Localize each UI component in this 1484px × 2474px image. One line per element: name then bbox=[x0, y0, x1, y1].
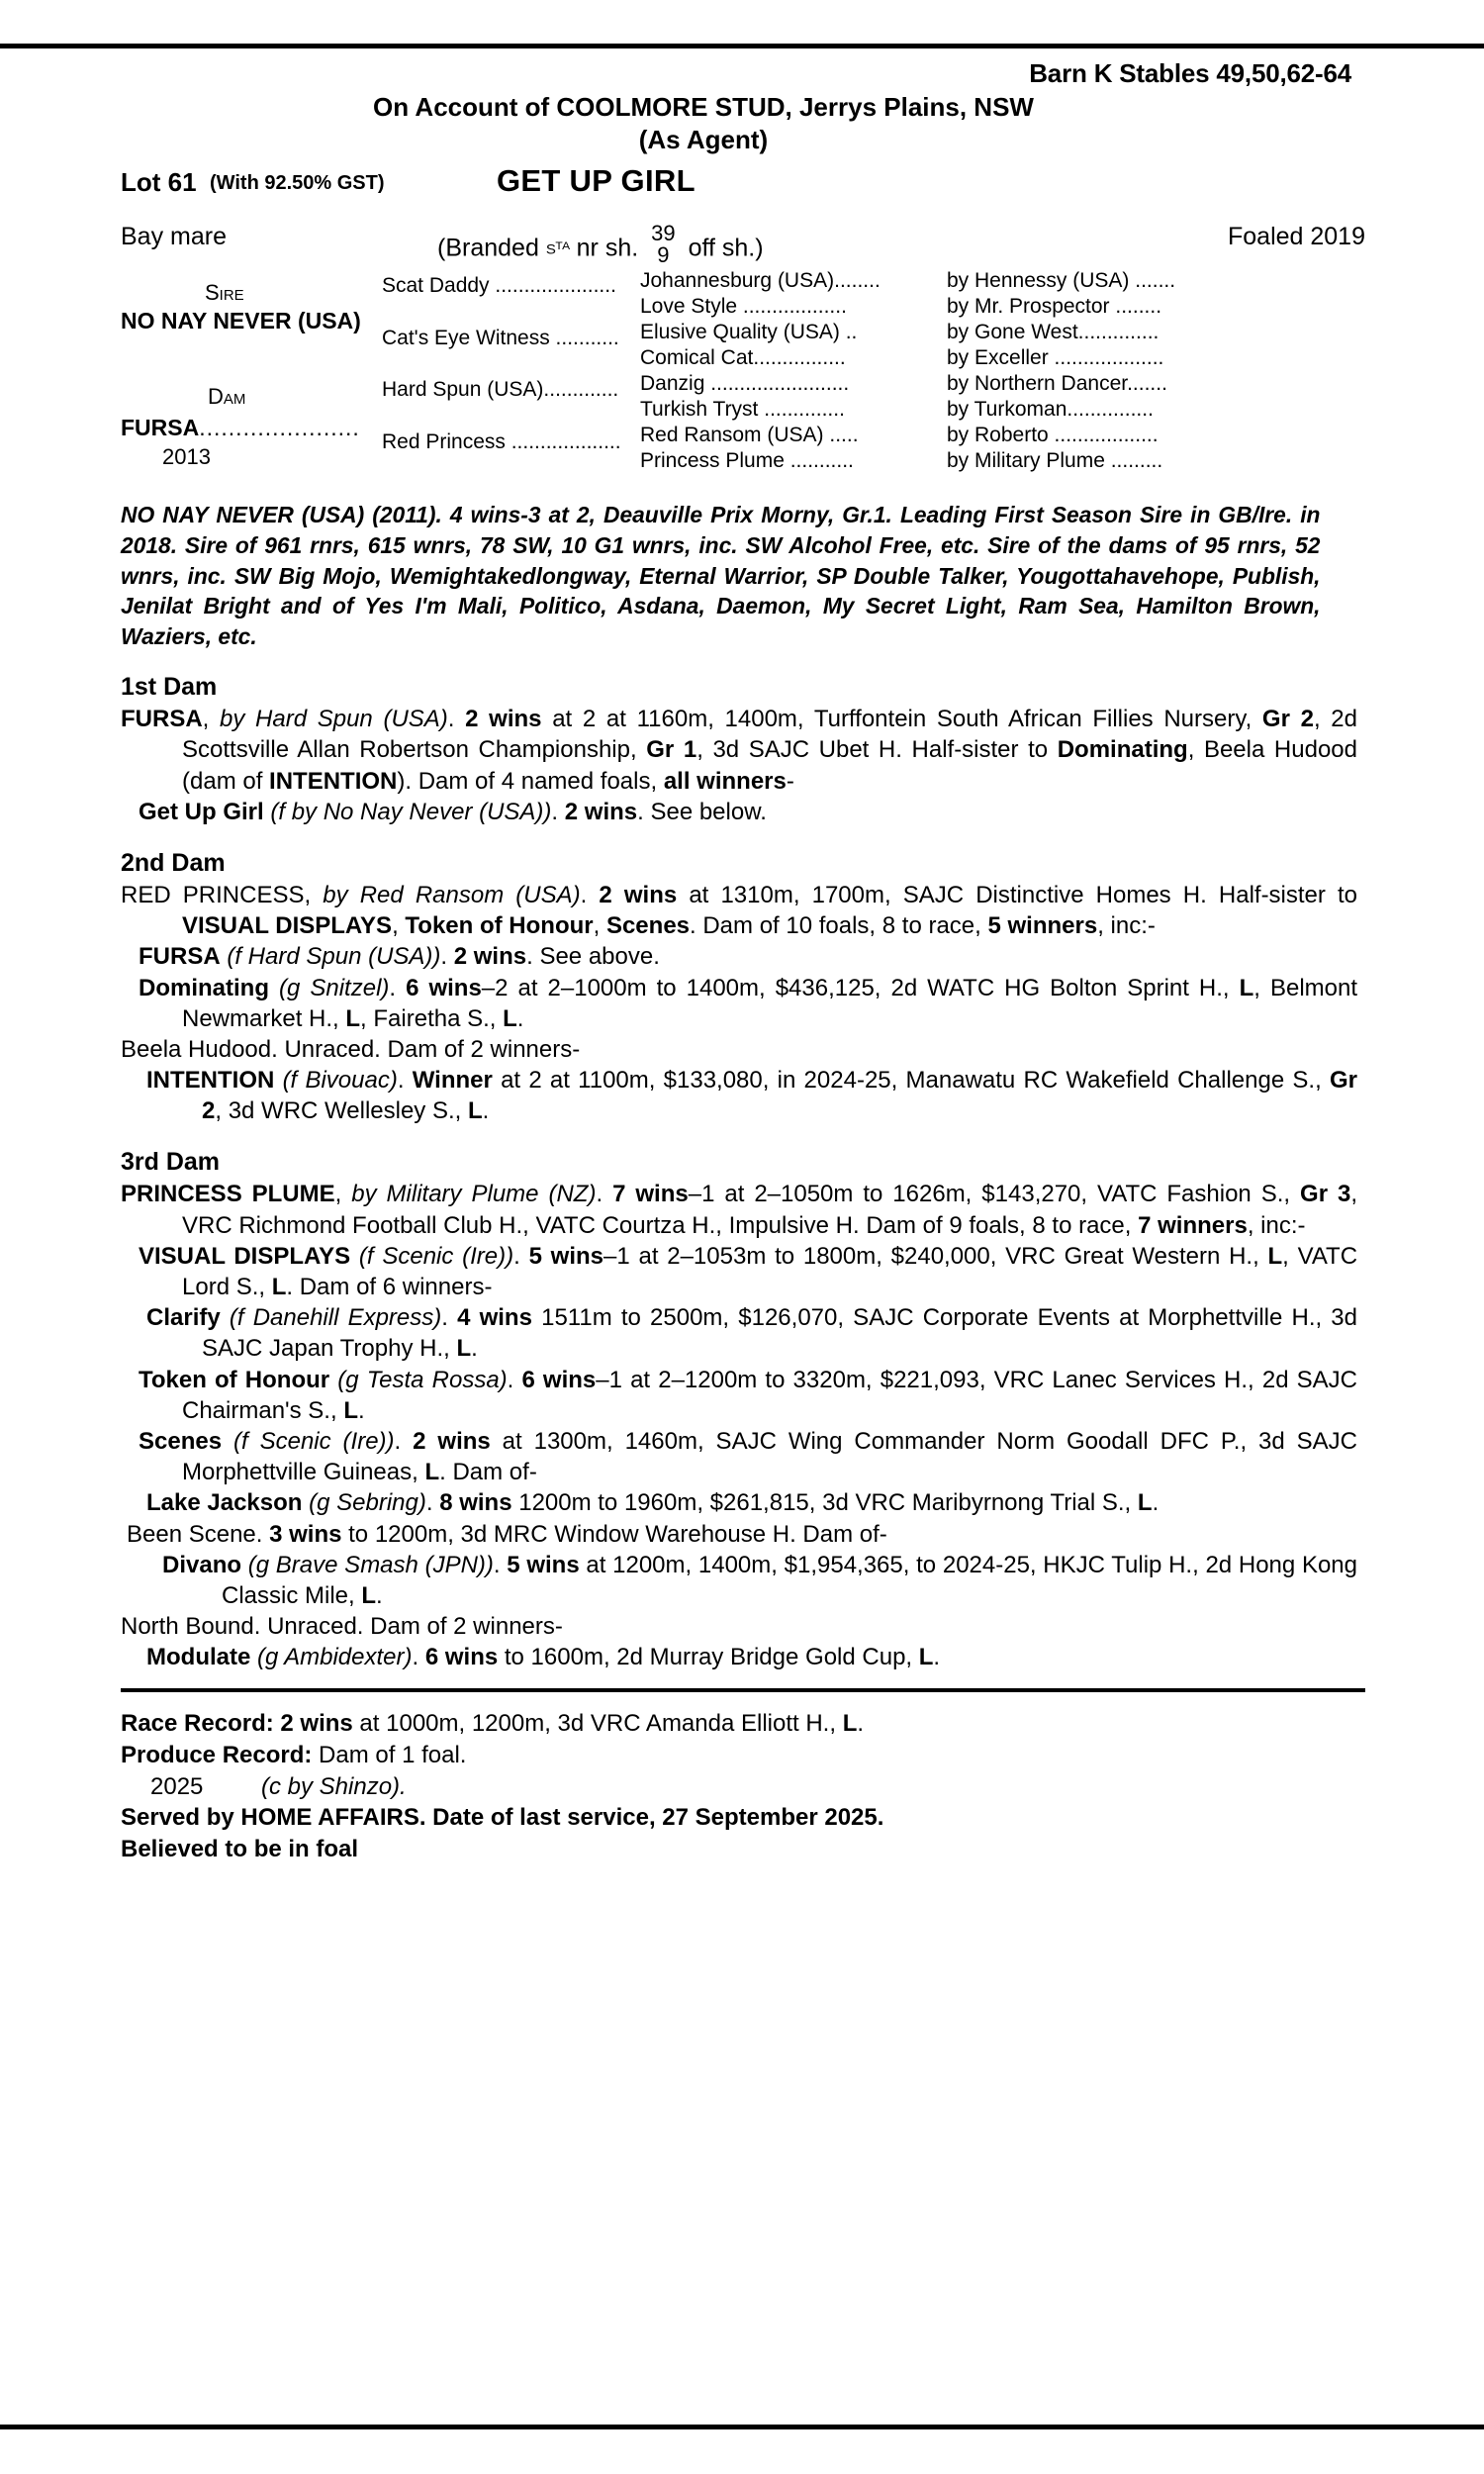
entry-text bbox=[221, 1304, 230, 1331]
pedigree-g2-cell: Scat Daddy ..................... bbox=[382, 274, 616, 298]
race-record-wins: 2 wins bbox=[280, 1710, 353, 1738]
pedigree-entry bbox=[121, 1065, 1357, 1126]
entry-bold: Modulate bbox=[146, 1644, 251, 1671]
entry-bold: FURSA bbox=[139, 943, 221, 971]
race-record-label: Race Record: bbox=[121, 1710, 274, 1738]
produce-record-value: Dam of 1 foal. bbox=[312, 1742, 467, 1769]
produce-foal-year: 2025 bbox=[150, 1772, 204, 1800]
entry-text: RED PRINCESS, bbox=[121, 881, 324, 908]
colour-sex: Bay mare bbox=[121, 223, 227, 251]
entry-text: . bbox=[516, 1004, 524, 1032]
entry-text: . bbox=[412, 1644, 425, 1671]
lot-line bbox=[121, 163, 1365, 205]
entry-text: , inc:- bbox=[1097, 912, 1156, 940]
entry-bold: L bbox=[467, 1097, 483, 1125]
entry-italic: (f by No Nay Never (USA)) bbox=[270, 798, 552, 825]
branded-prefix: (Branded bbox=[437, 235, 539, 263]
pedigree-g4-cell: by Turkoman............... bbox=[947, 398, 1154, 422]
pedigree-g3-cell: Danzig ........................ bbox=[640, 372, 850, 396]
agent-line: (As Agent) bbox=[638, 125, 769, 155]
entry-bold: 5 winners bbox=[987, 912, 1098, 940]
entry-bold: 8 wins bbox=[439, 1489, 512, 1517]
entry-text: . bbox=[441, 1304, 458, 1332]
entry-text bbox=[269, 975, 279, 1001]
pedigree-g3-cell: Comical Cat................ bbox=[640, 346, 846, 370]
entry-bold: 2 wins bbox=[564, 798, 638, 825]
pedigree-entry bbox=[121, 797, 1357, 827]
entry-bold: 6 wins bbox=[406, 974, 482, 1001]
entry-text: . bbox=[376, 1581, 383, 1609]
entry-bold: INTENTION bbox=[269, 767, 398, 795]
pedigree-entry bbox=[121, 704, 1357, 797]
entry-italic: by Red Ransom (USA) bbox=[323, 881, 581, 908]
brand-numbers bbox=[651, 221, 676, 268]
page-bottom-rule bbox=[0, 2425, 1484, 2429]
pedigree-entry bbox=[121, 1179, 1357, 1240]
produce-record-label: Produce Record: bbox=[121, 1742, 313, 1769]
entry-text: . bbox=[513, 1242, 529, 1270]
entry-text: North Bound. Unraced. Dam of 2 winners- bbox=[121, 1613, 563, 1641]
dam-name-dots: ...................... bbox=[199, 415, 360, 441]
entry-text: . bbox=[447, 706, 466, 733]
page-content bbox=[121, 59, 1365, 1865]
pedigree-g3-cell: Elusive Quality (USA) .. bbox=[640, 321, 858, 344]
dam-section-body bbox=[121, 1179, 1357, 1672]
entry-text: , bbox=[593, 912, 606, 940]
dam-section-body bbox=[121, 704, 1357, 827]
entry-bold: L bbox=[361, 1581, 377, 1609]
pedigree-entry bbox=[121, 1487, 1357, 1518]
entry-bold: L bbox=[424, 1459, 440, 1486]
entry-text: . bbox=[397, 1067, 413, 1094]
entry-text: , bbox=[392, 912, 406, 940]
brand-symbol-icon: $S^{TA}$ bbox=[545, 238, 570, 258]
entry-text: . bbox=[551, 798, 565, 825]
entry-text: to 1600m, 2d Murray Bridge Gold Cup, bbox=[498, 1644, 919, 1671]
lot-number: Lot 61 bbox=[121, 167, 197, 198]
brand-number-bottom: 9 bbox=[657, 242, 670, 268]
pedigree-entry bbox=[121, 1241, 1357, 1302]
footer-block bbox=[121, 1708, 1365, 1864]
entry-text: at 1310m, 1700m, SAJC Distinctive Homes H. Half-sister to bbox=[677, 881, 1358, 908]
brand-description bbox=[437, 221, 764, 268]
entry-bold: VISUAL DISPLAYS bbox=[182, 912, 393, 940]
entry-bold: Gr 2 bbox=[202, 1067, 1357, 1125]
entry-text: Been Scene. bbox=[127, 1520, 270, 1548]
entry-italic: (f Bivouac) bbox=[282, 1067, 398, 1094]
sire-name: NO NAY NEVER (USA) bbox=[121, 308, 361, 334]
dam-name: FURSA...................... bbox=[121, 415, 360, 441]
entry-text: , Fairetha S., bbox=[360, 1004, 504, 1032]
entry-bold: L bbox=[456, 1335, 472, 1363]
sire-summary-paragraph: NO NAY NEVER (USA) (2011). 4 wins-3 at 2, Deauville Prix Morny, Gr.1. Leading First Season Sire in GB/Ire. in 2018. Sire of 961 rnrs, 615 wnrs, 78 SW, 10 G1 wnrs, inc. SW Alcohol Free, etc. Sire of the dams of 95 rnrs, 52 wnrs, inc. SW Big Mojo, Wemightakedlongway, Eternal Warrior, SP Double Talker, Yougottahavehope, Publish, Jenilat Bright and of Yes I'm Mali, Politico, Asdana, Daemon, My Secret Light, Ram Sea, Hamilton Brown, Waziers, etc. bbox=[121, 502, 1321, 649]
pedigree-g3-cell: Turkish Tryst .............. bbox=[640, 398, 845, 422]
entry-text: . See above. bbox=[526, 943, 660, 971]
entry-bold: Token of Honour bbox=[405, 912, 594, 940]
entry-bold: Winner bbox=[412, 1067, 493, 1094]
entry-text: . bbox=[357, 1396, 365, 1424]
entry-text: , inc:- bbox=[1247, 1211, 1306, 1239]
sire-label: Sire bbox=[205, 280, 244, 306]
entry-bold: Lake Jackson bbox=[146, 1489, 303, 1517]
entry-italic: by Hard Spun (USA) bbox=[220, 706, 448, 733]
entry-bold: L bbox=[1239, 974, 1254, 1001]
entry-text: . bbox=[1152, 1489, 1159, 1517]
pedigree-g4-cell: by Exceller ................... bbox=[947, 346, 1164, 370]
entry-italic: (f Scenic (Ire)) bbox=[233, 1427, 395, 1455]
entry-italic: (f Hard Spun (USA)) bbox=[227, 943, 441, 971]
entry-text: . Dam of 6 winners- bbox=[286, 1274, 493, 1301]
entry-text: . bbox=[482, 1097, 490, 1125]
dam-section-heading: 3rd Dam bbox=[121, 1148, 221, 1177]
dam-label: Dam bbox=[208, 384, 246, 410]
pedigree-g3-cell: Red Ransom (USA) ..... bbox=[640, 424, 859, 447]
entry-text: ). Dam of 4 named foals, bbox=[397, 767, 664, 795]
entry-text: 1200m to 1960m, $261,815, 3d VRC Maribyrnong Trial S., bbox=[511, 1489, 1138, 1517]
entry-text: 1511m to 2500m, $126,070, SAJC Corporate Events at Morphettville H., 3d SAJC Japan Trophy H., bbox=[202, 1304, 1358, 1363]
entry-text: to 1200m, 3d MRC Window Warehouse H. Dam of- bbox=[341, 1520, 887, 1548]
entry-bold: L bbox=[1137, 1489, 1153, 1517]
entry-bold: 7 wins bbox=[612, 1181, 689, 1208]
entry-bold: 2 wins bbox=[413, 1427, 491, 1455]
entry-bold: 2 wins bbox=[453, 943, 527, 971]
entry-bold: 4 wins bbox=[457, 1304, 532, 1332]
race-record-listed-flag: L bbox=[842, 1710, 858, 1738]
pedigree-entry bbox=[121, 1550, 1357, 1611]
pedigree-g4-cell: by Hennessy (USA) ....... bbox=[947, 269, 1176, 293]
entry-bold: 6 wins bbox=[521, 1366, 597, 1393]
entry-bold: Scenes bbox=[139, 1427, 223, 1455]
entry-bold: PRINCESS PLUME bbox=[121, 1181, 335, 1208]
pedigree-g3-cell: Johannesburg (USA)........ bbox=[640, 269, 881, 293]
entry-text: Beela Hudood. Unraced. Dam of 2 winners- bbox=[121, 1035, 581, 1063]
entry-bold: Gr 1 bbox=[646, 736, 697, 764]
dam-section-body bbox=[121, 880, 1357, 1127]
entry-italic: (g Brave Smash (JPN)) bbox=[247, 1551, 494, 1578]
entry-text: , Beela Hudood (dam of bbox=[182, 736, 1357, 795]
entry-text: , Belmont Newmarket H., bbox=[182, 974, 1358, 1032]
entry-bold: L bbox=[918, 1644, 934, 1671]
entry-bold: Token of Honour bbox=[139, 1366, 330, 1393]
pedigree-g3-cell: Love Style .................. bbox=[640, 295, 847, 319]
entry-bold: 2 wins bbox=[599, 881, 678, 908]
branded-suffix: off sh.) bbox=[688, 235, 764, 263]
entry-text: at 1200m, 1400m, $1,954,365, to 2024-25, HKJC Tulip H., 2d Hong Kong Classic Mile, bbox=[222, 1551, 1357, 1609]
entry-text: . bbox=[471, 1335, 478, 1363]
entry-text: –1 at 2–1050m to 1626m, $143,270, VATC Fashion S., bbox=[688, 1181, 1301, 1208]
in-foal-line: Believed to be in foal bbox=[121, 1836, 359, 1863]
entry-bold: 2 wins bbox=[465, 706, 542, 733]
entry-text: . bbox=[596, 1181, 613, 1208]
entry-text bbox=[350, 1243, 359, 1270]
foaled-year: Foaled 2019 bbox=[1227, 223, 1365, 251]
entry-bold: 5 wins bbox=[507, 1551, 580, 1578]
race-record-line bbox=[121, 1708, 1365, 1740]
pedigree-entry bbox=[121, 1302, 1357, 1364]
pedigree-entry bbox=[121, 973, 1357, 1034]
entry-text: . bbox=[493, 1551, 508, 1578]
dam-year: 2013 bbox=[162, 444, 211, 470]
dam-section-heading: 1st Dam bbox=[121, 673, 218, 702]
entry-text: . See below. bbox=[637, 798, 767, 825]
entry-italic: (g Snitzel) bbox=[279, 974, 390, 1001]
entry-italic: (f Danehill Express) bbox=[229, 1304, 442, 1332]
entry-text: . bbox=[394, 1427, 414, 1455]
entry-text bbox=[241, 1552, 248, 1578]
entry-bold: 7 winners bbox=[1138, 1211, 1248, 1239]
pedigree-g2-cell: Hard Spun (USA)............. bbox=[382, 378, 619, 402]
entry-text: , 3d SAJC Ubet H. Half-sister to bbox=[696, 736, 1058, 764]
pedigree-entry bbox=[121, 1642, 1357, 1672]
entry-bold: 5 wins bbox=[528, 1242, 604, 1270]
dam-section-heading: 2nd Dam bbox=[121, 848, 226, 877]
entry-text: at 2 at 1160m, 1400m, Turffontein South African Fillies Nursery, bbox=[541, 706, 1262, 733]
pedigree-table bbox=[121, 268, 1365, 496]
produce-record-line bbox=[121, 1740, 1365, 1771]
pedigree-g4-cell: by Mr. Prospector ........ bbox=[947, 295, 1162, 319]
entry-text: , bbox=[334, 1181, 352, 1208]
pedigree-g2-cell: Red Princess ................... bbox=[382, 430, 621, 454]
entry-bold: Dominating bbox=[1057, 736, 1188, 764]
entry-text: . Dam of- bbox=[439, 1459, 537, 1486]
entry-bold: Clarify bbox=[146, 1304, 221, 1332]
entry-text: at 1300m, 1460m, SAJC Wing Commander Norm Goodall DFC P., 3d SAJC Morphettville Guineas, bbox=[182, 1427, 1358, 1486]
entry-text: . bbox=[507, 1366, 522, 1393]
pedigree-generation-4 bbox=[947, 268, 1244, 474]
pedigree-generation-3 bbox=[640, 268, 947, 474]
pedigree-entry bbox=[121, 1365, 1357, 1426]
entry-bold: VISUAL DISPLAYS bbox=[139, 1242, 351, 1270]
entry-text: , 3d WRC Wellesley S., bbox=[215, 1097, 468, 1125]
entry-text: . bbox=[389, 974, 407, 1001]
pedigree-entry bbox=[121, 1034, 1357, 1065]
branded-side: nr sh. bbox=[576, 235, 639, 263]
entry-bold: Divano bbox=[162, 1551, 242, 1578]
footer-rule bbox=[121, 1688, 1365, 1692]
pedigree-entry bbox=[121, 1426, 1357, 1487]
entry-bold: L bbox=[271, 1274, 287, 1301]
page-top-rule bbox=[0, 44, 1484, 48]
entry-italic: (g Ambidexter) bbox=[257, 1644, 413, 1671]
pedigree-entry bbox=[121, 1519, 1357, 1550]
produce-foal-sire: (c by Shinzo). bbox=[261, 1772, 407, 1800]
entry-text bbox=[274, 1067, 282, 1094]
race-record-detail: at 1000m, 1200m, 3d VRC Amanda Elliott H., bbox=[352, 1710, 843, 1738]
entry-text: , bbox=[202, 706, 221, 733]
entry-bold: 3 wins bbox=[269, 1520, 342, 1548]
entry-bold: Scenes bbox=[605, 912, 691, 940]
entry-text: - bbox=[786, 767, 794, 795]
pedigree-g2-cell: Cat's Eye Witness ........... bbox=[382, 327, 619, 350]
entry-text bbox=[222, 1428, 233, 1455]
entry-bold: L bbox=[1267, 1242, 1283, 1270]
entry-bold: L bbox=[345, 1004, 361, 1032]
entry-text: . bbox=[933, 1644, 941, 1671]
entry-bold: INTENTION bbox=[146, 1067, 275, 1094]
entry-text: . bbox=[440, 943, 454, 971]
barn-stables-line: Barn K Stables 49,50,62-64 bbox=[1029, 58, 1351, 88]
entry-italic: (f Scenic (Ire)) bbox=[358, 1242, 514, 1270]
entry-text: –2 at 2–1000m to 1400m, $436,125, 2d WATC HG Bolton Sprint H., bbox=[481, 974, 1240, 1001]
entry-text bbox=[250, 1644, 257, 1670]
entry-text: . bbox=[425, 1489, 440, 1517]
race-record-end: . bbox=[857, 1710, 865, 1738]
entry-bold: Gr 3 bbox=[1300, 1181, 1351, 1208]
pedigree-g4-cell: by Roberto .................. bbox=[947, 424, 1159, 447]
horse-name: GET UP GIRL bbox=[497, 163, 696, 199]
pedigree-g4-cell: by Gone West.............. bbox=[947, 321, 1159, 344]
entry-bold: 6 wins bbox=[424, 1644, 499, 1671]
pedigree-entry bbox=[121, 1611, 1357, 1642]
description-line bbox=[121, 211, 1365, 268]
entry-bold: Dominating bbox=[139, 974, 269, 1001]
entry-bold: L bbox=[503, 1004, 517, 1032]
entry-text: , VRC Richmond Football Club H., VATC Courtza H., Impulsive H. Dam of 9 foals, 8 to race, bbox=[182, 1181, 1358, 1239]
pedigree-g4-cell: by Northern Dancer....... bbox=[947, 372, 1167, 396]
entry-bold: FURSA bbox=[121, 706, 203, 733]
entry-italic: by Military Plume (NZ) bbox=[351, 1181, 597, 1208]
entry-italic: (g Testa Rossa) bbox=[337, 1366, 508, 1393]
entry-text: , 2d Scottsville Allan Robertson Championship, bbox=[182, 706, 1357, 764]
entry-bold: Gr 2 bbox=[1261, 706, 1314, 733]
consignor-line: On Account of COOLMORE STUD, Jerrys Plains, NSW bbox=[373, 92, 1034, 123]
entry-text: . bbox=[580, 881, 600, 908]
entry-text: –1 at 2–1200m to 3320m, $221,093, VRC Lanec Services H., 2d SAJC Chairman's S., bbox=[182, 1366, 1358, 1424]
pedigree-entry bbox=[121, 941, 1357, 972]
entry-bold: L bbox=[343, 1396, 358, 1424]
entry-text: –1 at 2–1053m to 1800m, $240,000, VRC Great Western H., bbox=[603, 1242, 1268, 1270]
entry-bold: all winners bbox=[663, 767, 787, 795]
entry-text: . Dam of 10 foals, 8 to race, bbox=[690, 912, 988, 940]
entry-italic: (g Sebring) bbox=[309, 1489, 426, 1517]
entry-bold: Get Up Girl bbox=[139, 798, 264, 825]
entry-text: at 2 at 1100m, $133,080, in 2024-25, Manawatu RC Wakefield Challenge S., bbox=[492, 1067, 1330, 1094]
served-by-line: Served by HOME AFFAIRS. Date of last service, 27 September 2025. bbox=[121, 1804, 884, 1832]
dam-sections bbox=[121, 673, 1365, 1672]
pedigree-entry bbox=[121, 880, 1357, 941]
produce-foal-row bbox=[121, 1771, 1365, 1803]
entry-text: , VATC Lord S., bbox=[182, 1242, 1358, 1301]
brand-number-top: 39 bbox=[651, 221, 676, 246]
pedigree-g3-cell: Princess Plume ........... bbox=[640, 449, 854, 473]
pedigree-g4-cell: by Military Plume ......... bbox=[947, 449, 1163, 473]
gst-note: (With 92.50% GST) bbox=[210, 172, 385, 195]
